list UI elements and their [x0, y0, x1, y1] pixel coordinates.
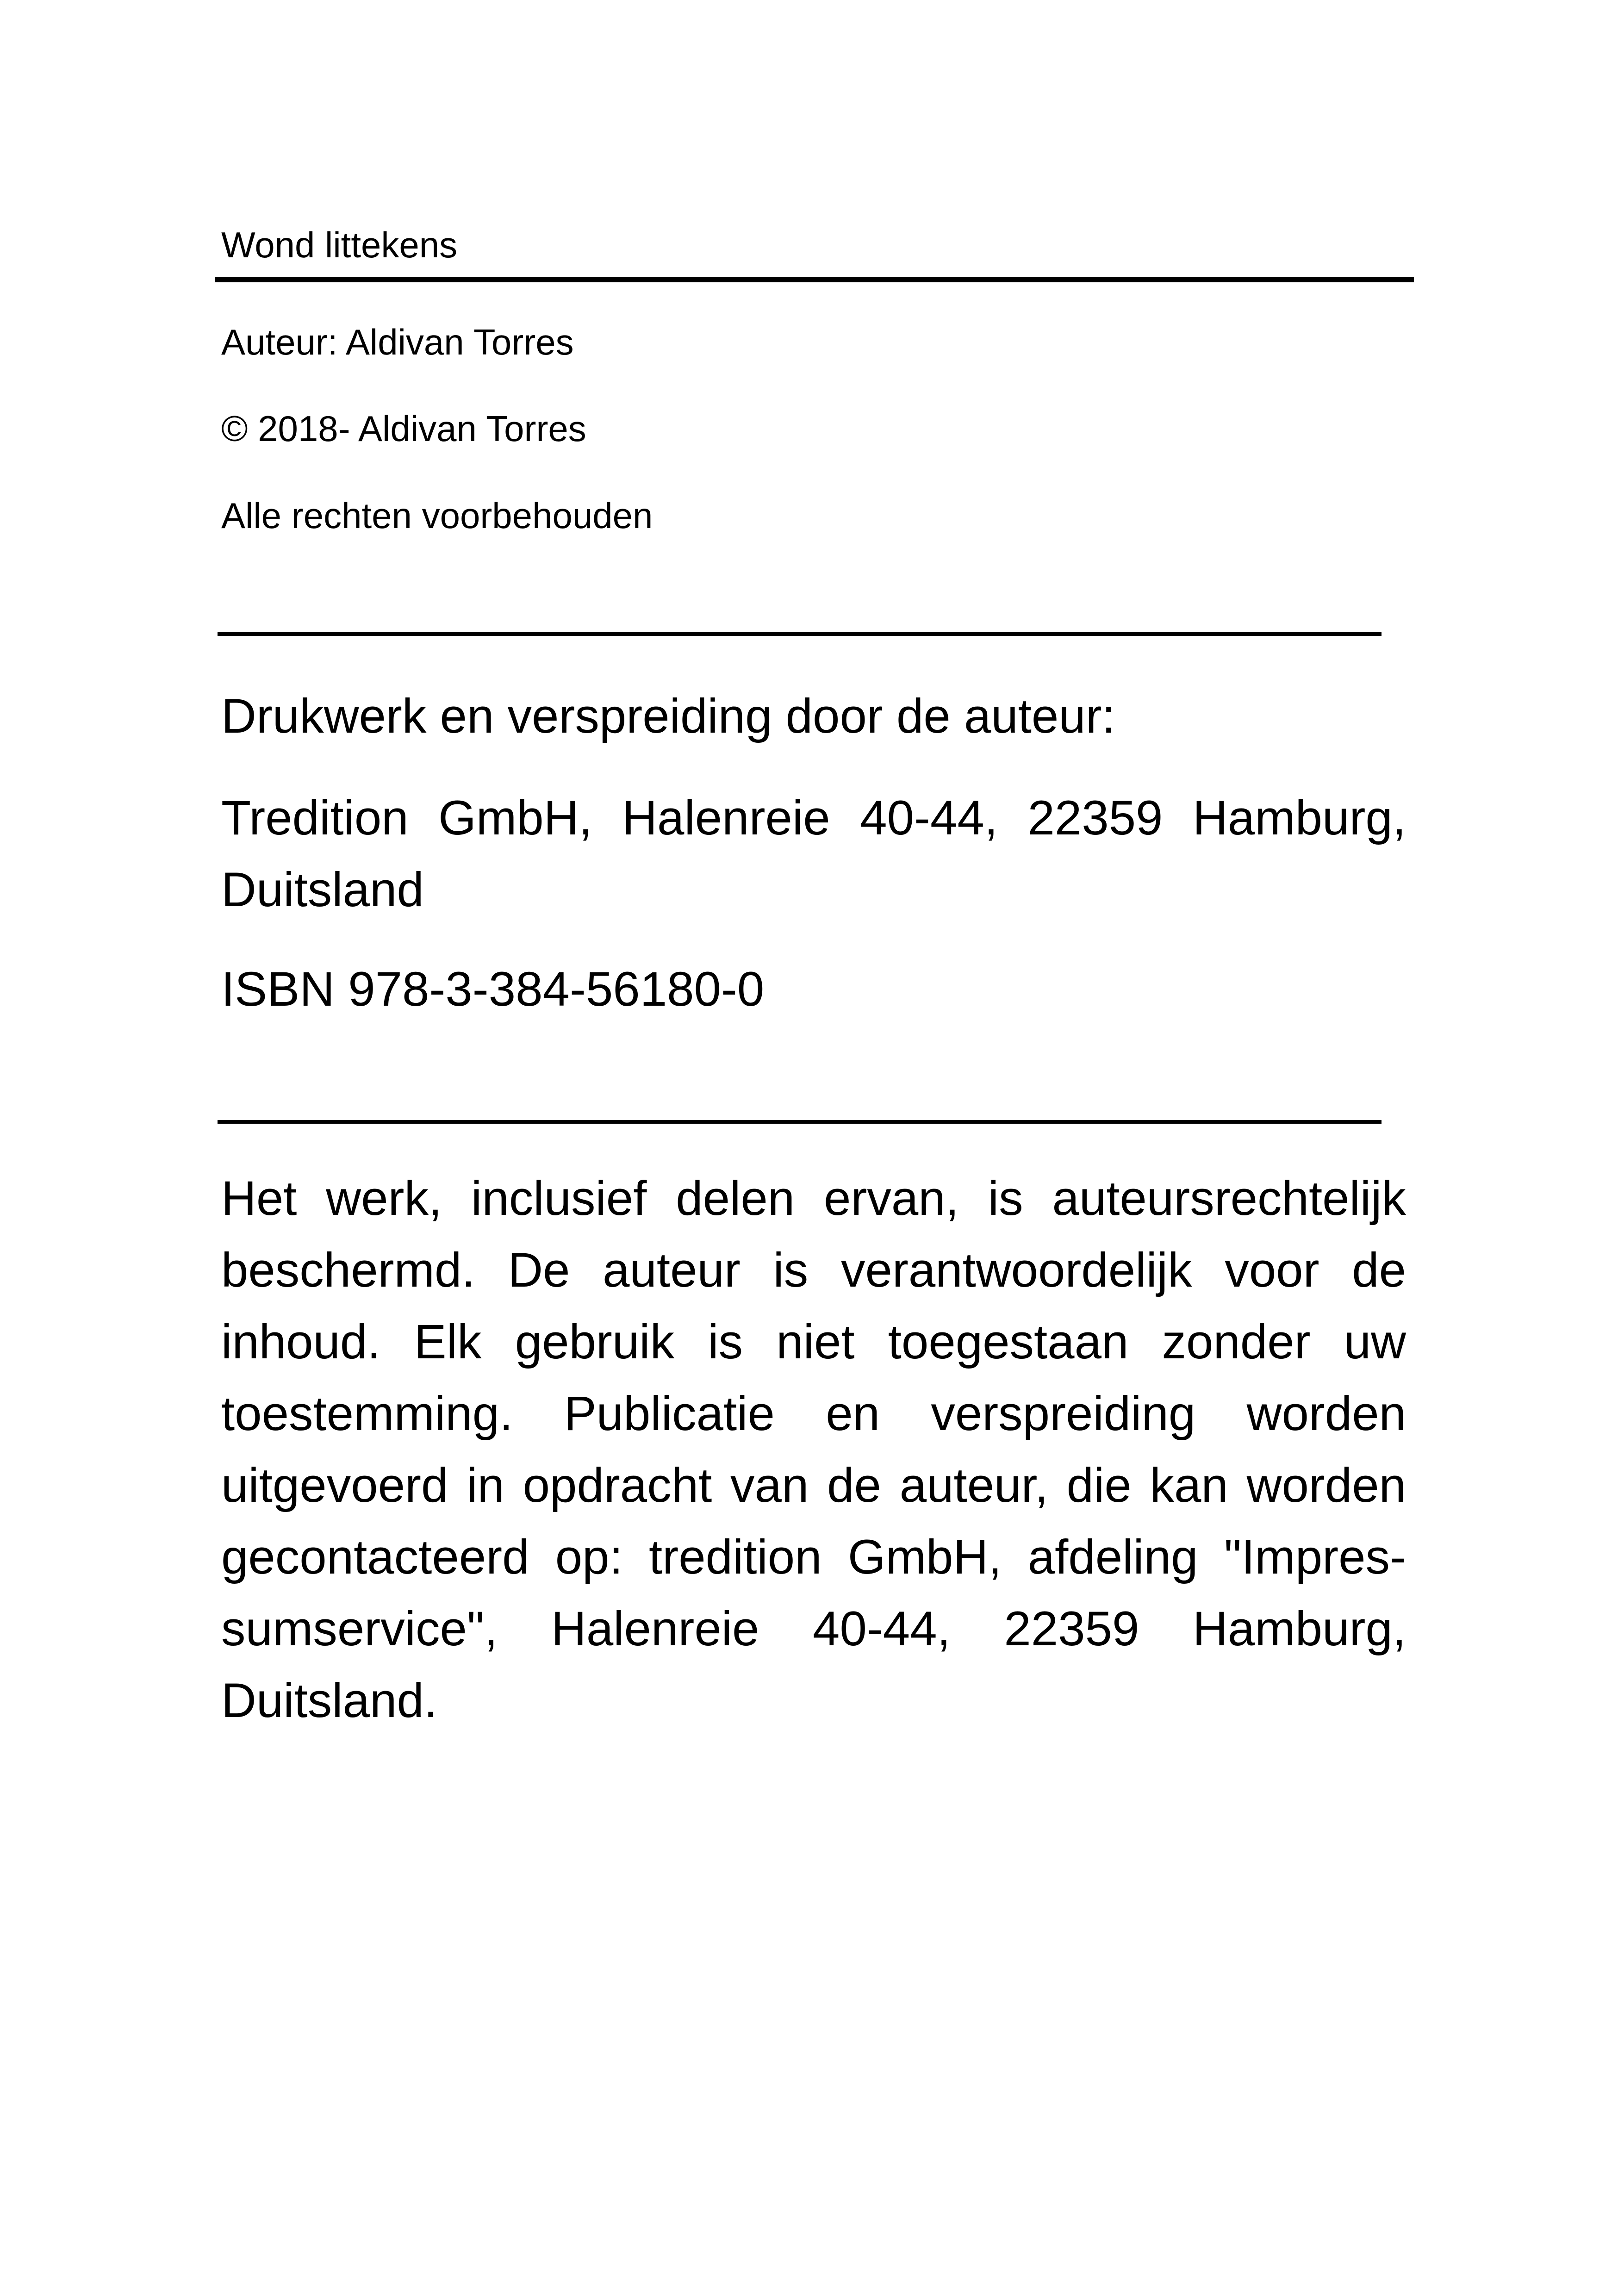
- publisher-heading: Drukwerk en verspreiding door de auteur:: [221, 689, 1115, 743]
- copyright-line: © 2018- Aldivan Torres: [221, 408, 586, 449]
- running-header-title: Wond littekens: [221, 224, 458, 265]
- isbn-line: ISBN 978-3-384-56180-0: [221, 962, 765, 1016]
- legal-notice-line: toestemming. Publicatie en verspreiding worden: [221, 1387, 1406, 1441]
- rights-line: Alle rechten voorbehouden: [221, 495, 653, 536]
- legal-notice-line: beschermd. De auteur is verantwoordelijk voor de: [221, 1243, 1406, 1297]
- legal-notice-line: sumservice", Halenreie 40-44, 22359 Hamburg,: [221, 1602, 1406, 1656]
- publisher-address-line: Duitsland: [221, 863, 424, 917]
- separator-line-1: [218, 632, 1382, 636]
- separator-line-2: [218, 1120, 1382, 1124]
- publisher-address-line: Tredition GmbH, Halenreie 40-44, 22359 Hamburg,: [221, 791, 1406, 845]
- legal-notice-line: uitgevoerd in opdracht van de auteur, die kan worden: [221, 1458, 1406, 1512]
- publisher-address: [221, 782, 1406, 926]
- legal-notice-line: gecontacteerd op: tredition GmbH, afdeling "Impres-: [221, 1530, 1406, 1584]
- legal-notice-paragraph: [221, 1163, 1406, 1736]
- author-line: Auteur: Aldivan Torres: [221, 322, 574, 362]
- legal-notice-line: Het werk, inclusief delen ervan, is auteursrechtelijk: [221, 1171, 1406, 1226]
- legal-notice-line: inhoud. Elk gebruik is niet toegestaan zonder uw: [221, 1315, 1406, 1369]
- legal-notice-line: Duitsland.: [221, 1674, 437, 1728]
- header-rule: [215, 277, 1414, 282]
